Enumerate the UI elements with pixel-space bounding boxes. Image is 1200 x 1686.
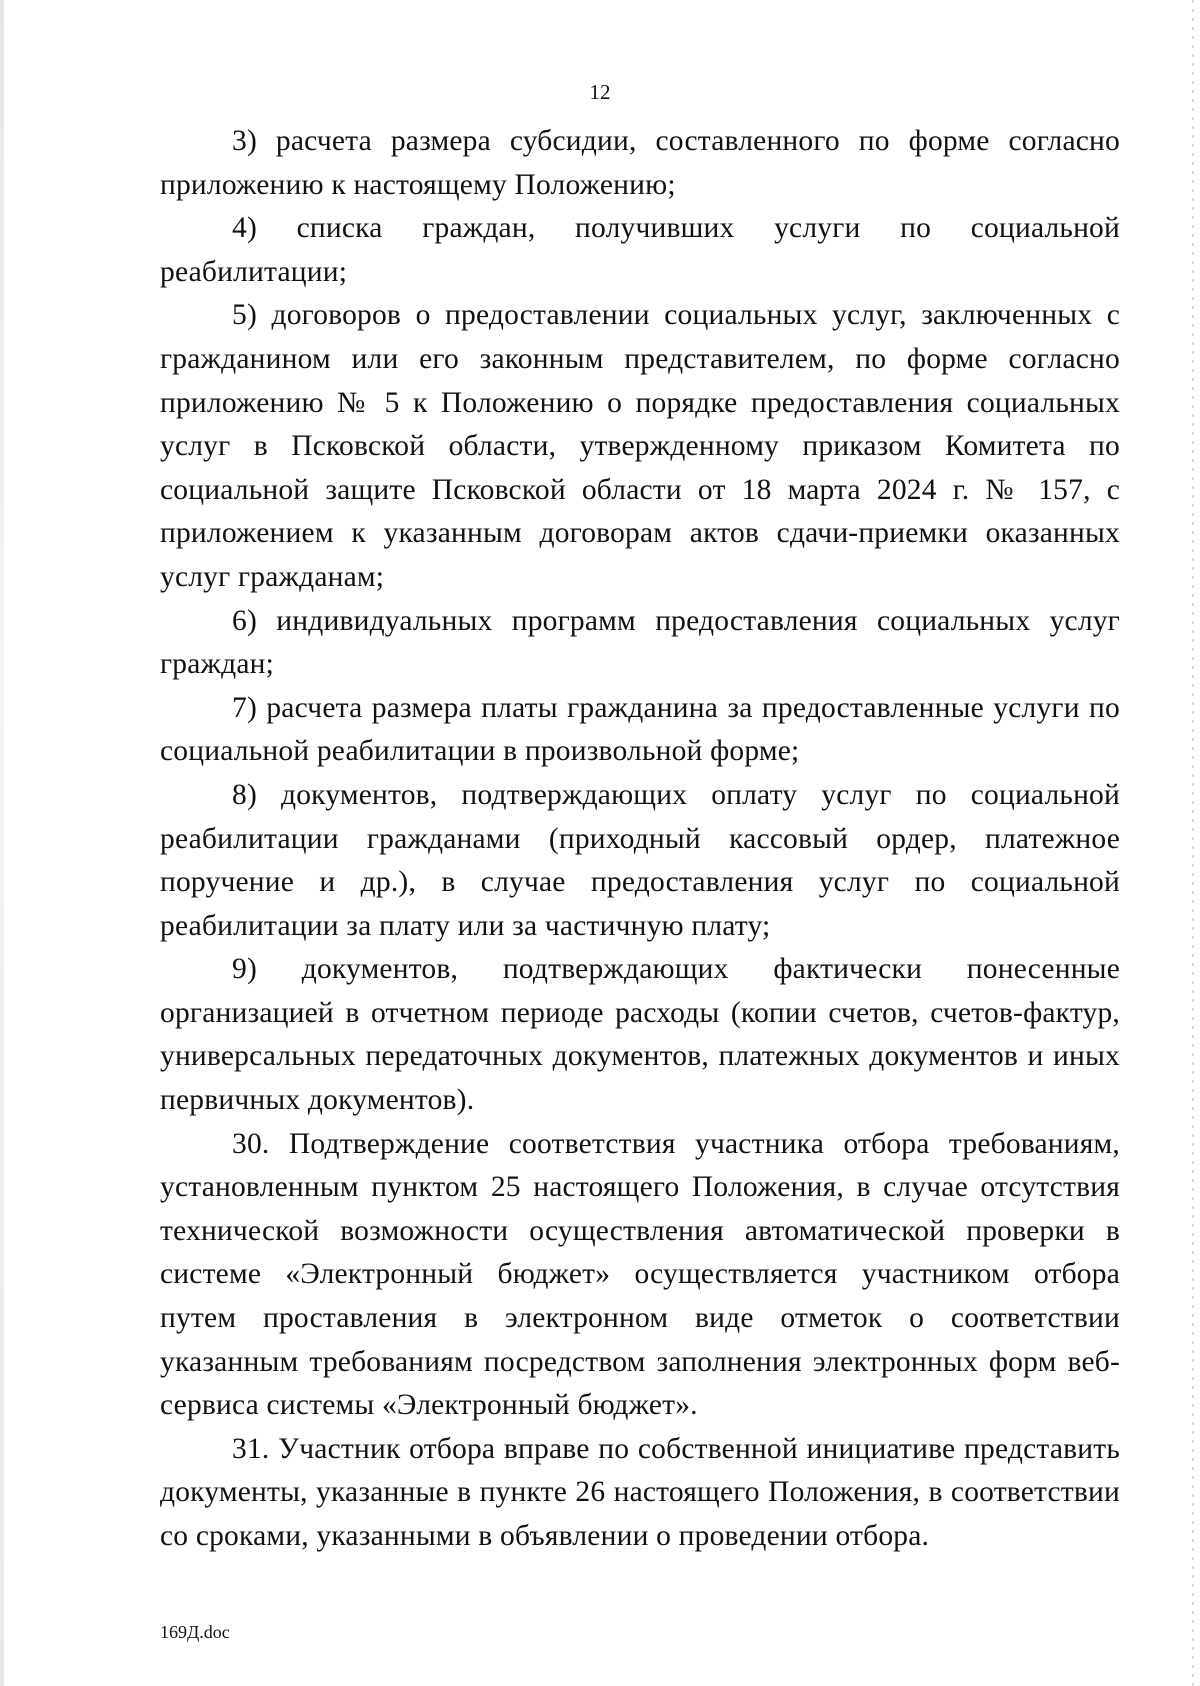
paragraph-item-7: 7) расчета размера платы гражданина за предоставленные услуги по социальной реабилитации в произвольной форме; <box>160 691 1120 768</box>
paragraph-item-5: 5) договоров о предоставлении социальных услуг, заключенных с гражданином или его законным представителем, по форме согласно приложению № 5 к Положению о порядке предоставления социальных услуг в Псковской области, утвержденному приказом Комитета по социальной защите Псковской области от 18 марта 2024 г. № 157, с приложением к указанным договорам актов сдачи-приемки оказанных услуг гражданам; <box>160 299 1120 593</box>
page-number: 12 <box>589 80 611 104</box>
scan-edge-left <box>0 0 4 1686</box>
footer-filename: 169Д.doc <box>160 1622 230 1642</box>
paragraph-clause-31: 31. Участник отбора вправе по собственной инициативе представить документы, указанные в пункте 26 настоящего Положения, в соответствии со сроками, указанными в объявлении о проведении отбора. <box>160 1432 1120 1552</box>
paragraph-item-9: 9) документов, подтверждающих фактически понесенные организацией в отчетном периоде расходы (копии счетов, счетов-фактур, универсальных передаточных документов, платежных документов и иных первичных документов). <box>160 953 1120 1117</box>
paragraph-item-3: 3) расчета размера субсидии, составленного по форме согласно приложению к настоящему Положению; <box>160 125 1120 201</box>
paragraph-item-8: 8) документов, подтверждающих оплату услуг по социальной реабилитации гражданами (приходный кассовый ордер, платежное поручение и др.), в случае предоставления услуг по социальной реабилитации за плату или за частичную плату; <box>160 778 1120 942</box>
paragraph-clause-30: 30. Подтверждение соответствия участника отбора требованиям, установленным пунктом 25 настоящего Положения, в случае отсутствия технической возможности осуществления автоматической проверки в системе «Электронный бюджет» осуществляется участником отбора путем проставления в электронном виде отметок о соответствии указанным требованиям посредством заполнения электронных форм веб-сервиса системы «Электронный бюджет». <box>160 1127 1120 1422</box>
document-body <box>160 120 1120 1559</box>
paragraph-item-6: 6) индивидуальных программ предоставления социальных услуг граждан; <box>160 604 1120 681</box>
scan-edge-right <box>1192 0 1194 1686</box>
paragraph-item-4: 4) списка граждан, получивших услуги по социальной реабилитации; <box>160 212 1120 288</box>
